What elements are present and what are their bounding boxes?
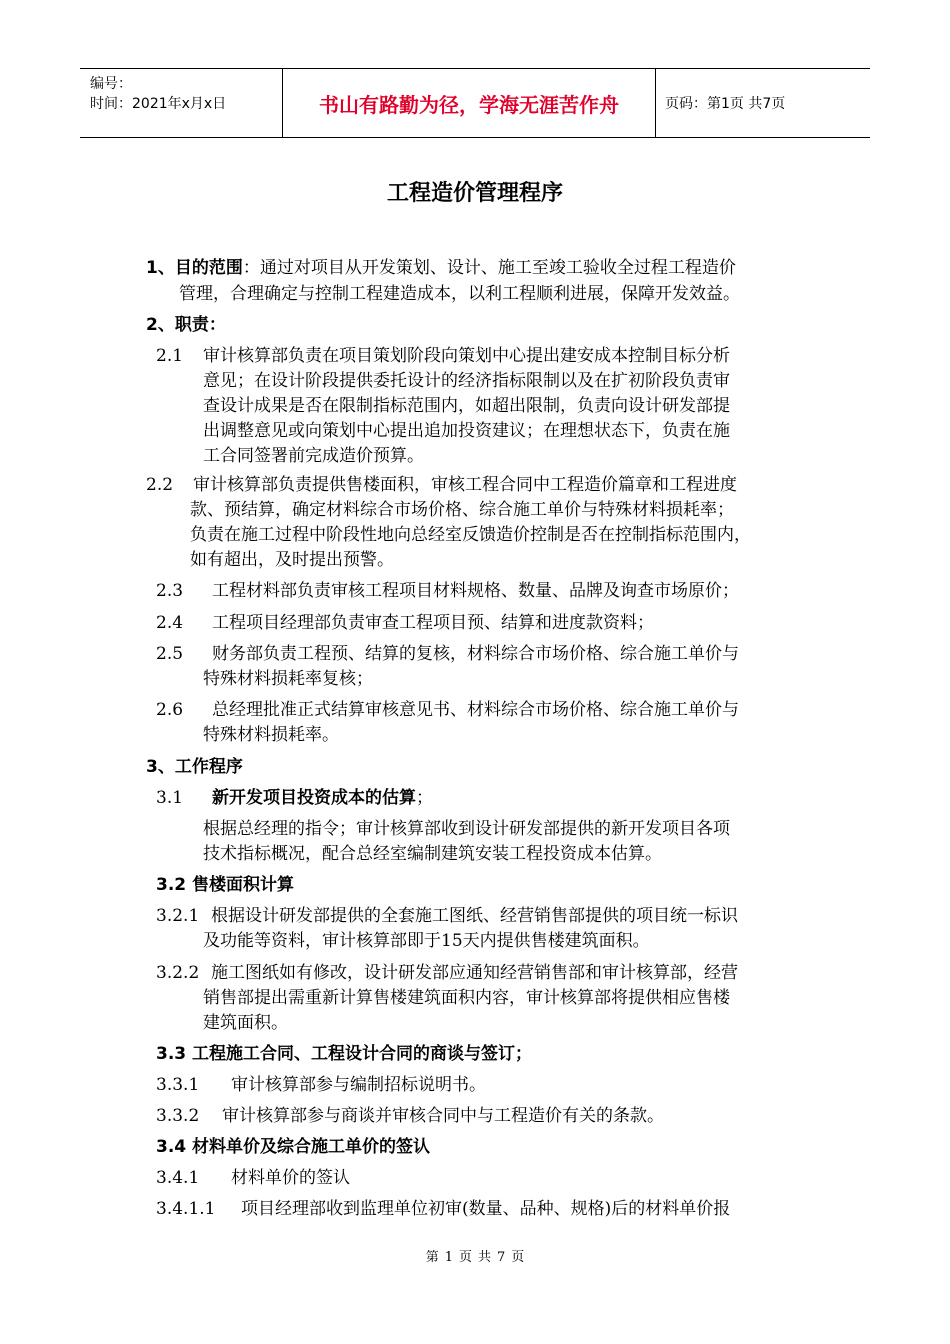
- item-3-4-1-1-number: 3.4.1.1: [156, 1199, 216, 1219]
- footer-text: 页: [511, 1250, 525, 1265]
- item-2-6-number: 2.6: [156, 700, 184, 720]
- item-2-6-line: 特殊材料损耗率。: [203, 725, 339, 745]
- section-1-text: ：通过对项目从开发策划、设计、施工至竣工验收全过程工程造价: [242, 258, 736, 278]
- item-2-4-line: 工程项目经理部负责审查工程项目预、结算和进度款资料；: [212, 613, 654, 633]
- item-3-2-1-line: 根据设计研发部提供的全套施工图纸、经营销售部提供的项目统一标识: [211, 906, 738, 926]
- section-1-label: 1、目的范围: [146, 258, 243, 278]
- item-2-4-number: 2.4: [156, 613, 184, 633]
- item-2-1-line: 出调整意见或向策划中心提出追加投资建议；在理想状态下，负责在施: [203, 421, 730, 441]
- item-3-4-1-line: 材料单价的签认: [231, 1168, 350, 1188]
- item-3-4-1-1-line: 项目经理部收到监理单位初审(数量、品种、规格)后的材料单价报: [241, 1199, 731, 1219]
- item-3-1-number: 3.1: [156, 788, 184, 808]
- item-2-2-number: 2.2: [146, 475, 174, 495]
- footer-text: 共: [478, 1250, 492, 1265]
- section-1-line: [146, 257, 736, 279]
- item-2-5-line: 财务部负责工程预、结算的复核，材料综合市场价格、综合施工单价与: [212, 644, 739, 664]
- item-3-3-1-number: 3.3.1: [156, 1075, 200, 1095]
- item-2-1-number: 2.1: [156, 346, 184, 366]
- header-page-info: 页码：第1页 共7页: [665, 96, 786, 112]
- item-3-2-1-number: 3.2.1: [156, 906, 200, 926]
- footer-text: 页: [458, 1250, 472, 1265]
- footer-total-pages: 7: [497, 1250, 506, 1265]
- item-3-1-heading-tail: ；: [416, 788, 433, 808]
- footer-page-number: 1: [444, 1250, 453, 1265]
- item-2-6-line: 总经理批准正式结算审核意见书、材料综合市场价格、综合施工单价与: [212, 700, 739, 720]
- document-header: [80, 68, 870, 138]
- item-3-2-2-line: 销售部提出需重新计算售楼建筑面积内容，审计核算部将提供相应售楼: [203, 988, 730, 1008]
- item-2-1-line: 审计核算部负责在项目策划阶段向策划中心提出建安成本控制目标分析: [203, 346, 730, 366]
- page-footer: [0, 1246, 950, 1265]
- item-2-2-line: 款、预结算，确定材料综合市场价格、综合施工单价与特殊材料损耗率；: [190, 500, 734, 520]
- section-2-heading: 2、职责：: [146, 315, 226, 335]
- item-2-1-line: 工合同签署前完成造价预算。: [203, 446, 424, 466]
- item-3-2-2-line: 施工图纸如有修改，设计研发部应通知经营销售部和审计核算部，经营: [211, 963, 738, 983]
- item-3-1-heading-line: [212, 787, 433, 809]
- item-2-1-line: 意见；在设计阶段提供委托设计的经济指标限制以及在扩初阶段负责审: [203, 371, 730, 391]
- item-3-4-1-number: 3.4.1: [156, 1168, 200, 1188]
- item-3-1-heading: 新开发项目投资成本的估算: [212, 788, 416, 808]
- item-3-1-line: 技术指标概况，配合总经室编制建筑安装工程投资成本估算。: [203, 844, 662, 864]
- item-3-2-1-line: 及功能等资料，审计核算部即于15天内提供售楼建筑面积。: [203, 931, 650, 951]
- item-2-2-line: 审计核算部负责提供售楼面积，审核工程合同中工程造价篇章和工程进度: [193, 475, 737, 495]
- document-title: 工程造价管理程序: [386, 181, 563, 206]
- header-motto: 书山有路勤为径，学海无涯苦作舟: [283, 69, 656, 137]
- item-3-2-2-number: 3.2.2: [156, 963, 200, 983]
- item-2-1-line: 查设计成果是否在限制指标范围内，如超出限制，负责向设计研发部提: [203, 396, 730, 416]
- item-3-3-1-line: 审计核算部参与编制招标说明书。: [231, 1075, 486, 1095]
- section-1-cont: 管理，合理确定与控制工程建造成本，以利工程顺利进展，保障开发效益。: [179, 284, 740, 304]
- header-meta-cell: [80, 69, 283, 137]
- item-3-4-heading: 3.4 材料单价及综合施工单价的签认: [156, 1137, 431, 1157]
- item-3-2-heading: 3.2 售楼面积计算: [156, 875, 295, 895]
- item-2-3-line: 工程材料部负责审核工程项目材料规格、数量、品牌及询查市场原价；: [212, 581, 739, 601]
- item-3-1-line: 根据总经理的指令；审计核算部收到设计研发部提供的新开发项目各项: [203, 819, 730, 839]
- item-2-5-number: 2.5: [156, 644, 184, 664]
- item-2-2-line: 负责在施工过程中阶段性地向总经室反馈造价控制是否在控制指标范围内，: [190, 525, 751, 545]
- item-3-3-2-line: 审计核算部参与商谈并审核合同中与工程造价有关的条款。: [222, 1106, 664, 1126]
- date-label: 时间：2021年x月x日: [90, 96, 227, 112]
- section-3-heading: 3、工作程序: [146, 757, 243, 777]
- item-3-2-2-line: 建筑面积。: [203, 1013, 288, 1033]
- item-2-5-line: 特殊材料损耗率复核；: [203, 669, 373, 689]
- serial-number-label: 编号：: [90, 76, 132, 92]
- item-2-2-line: 如有超出，及时提出预警。: [190, 550, 394, 570]
- item-3-3-heading: 3.3 工程施工合同、工程设计合同的商谈与签订；: [156, 1044, 533, 1064]
- item-2-3-number: 2.3: [156, 581, 184, 601]
- footer-text: 第: [425, 1250, 439, 1265]
- item-3-3-2-number: 3.3.2: [156, 1106, 200, 1126]
